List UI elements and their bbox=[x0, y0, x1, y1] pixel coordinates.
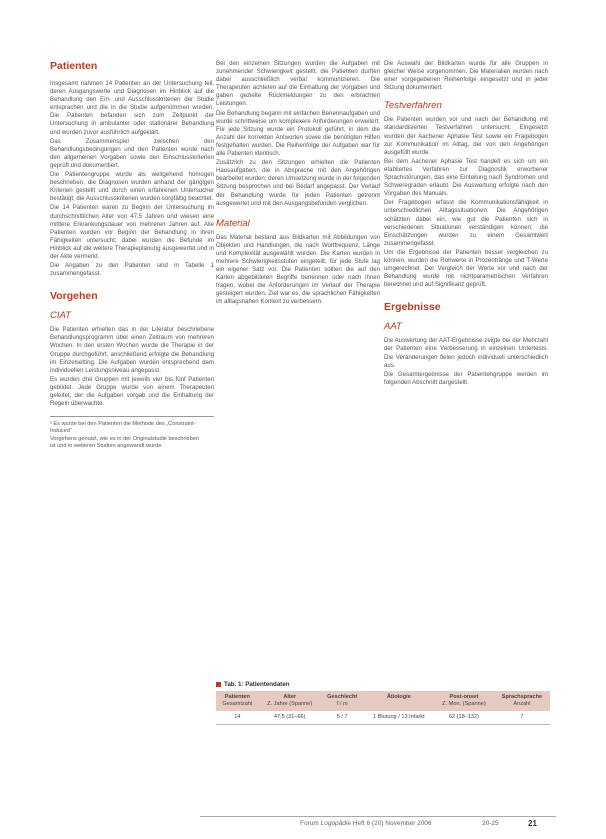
header-sublabel: f / m bbox=[336, 701, 348, 707]
paragraph: Bei dem Aachener Aphasie Test handelt es sich um ein etabliertes Verfahren zur Diagnostik erworbener Sprachstörungen, das eine Einteilung nach Syndromen und Schweregraden erlaubt. Die Auswertung erfolgte nach den Vorgaben des Manuals. bbox=[384, 157, 548, 198]
paragraph: Das Material bestand aus Bildkarten mit Abbildungen von Objekten und Handlungen, die nach Wortfrequenz, Länge und Komplexität ausgewählt wurden. Die Karten wurden in mehrere Schwierigkeitsstufen eingeteilt; für jede Stufe lag ein eigener Satz vor. Die Patienten sollten die auf den Karten abgebildeten Begriffe benennen oder nach ihnen fragen, wobei die Anforderungen im Verlauf der Therapie gesteigert wurden. Ziel war es, die sprachlichen Fähigkeiten im alltagsnahen Kontext zu verbessern. bbox=[216, 233, 380, 306]
header-label: Alter bbox=[283, 694, 297, 700]
header-sublabel: Z. Mon. (Spanne) bbox=[442, 701, 486, 707]
journal-name: Logopädie bbox=[320, 820, 351, 827]
paragraph: Die Angaben zu den Patienten sind in Tabelle 1 zusammengefasst. bbox=[50, 262, 214, 278]
table-header-row bbox=[216, 691, 550, 711]
column-middle bbox=[216, 60, 380, 308]
table-row bbox=[216, 711, 550, 725]
paragraph: Um die Ergebnisse der Patienten besser vergleichen zu können, wurden die Rohwerte in Prozentränge und T-Werte umgerechnet. Der Vergleich der Werte vor und nach der Behandlung wurde mit nichtparametrischen Verfahren berechnet und auf Signifikanz geprüft. bbox=[384, 248, 548, 289]
footnote-line: ist und in weiteren Studien angewandt wurde. bbox=[50, 442, 163, 449]
paragraph: Die Patienten erhielten das in der Literatur beschriebene Behandlungsprogramm über einen Zeitraum von mehreren Wochen. In den ersten Wochen wurde die Therapie in der Gruppe durchgeführt, anschließend erfolgte die Behandlung im Einzelsetting. Die Aufgaben wurden entsprechend dem individuellen Leistungsniveau angepasst. bbox=[50, 326, 214, 374]
journal-issue: Heft 6 (20) November 2006 bbox=[350, 820, 432, 827]
table-header-cell bbox=[216, 691, 259, 711]
column-right bbox=[384, 60, 548, 388]
footnote bbox=[50, 421, 214, 450]
subheading-material: Material bbox=[216, 217, 250, 229]
heading-ergebnisse: Ergebnisse bbox=[384, 301, 441, 314]
header-label: Sprachsprache bbox=[501, 694, 543, 700]
paragraph: Es wurden drei Gruppen mit jeweils vier bis fünf Patienten gebildet. Jede Gruppe wurde von einem Therapeuten geleitet, der die Aufgaben vorgab und die Einhaltung der Regeln überwachte. bbox=[50, 375, 214, 408]
table-header-cell bbox=[321, 691, 364, 711]
subheading-ciat: CIAT bbox=[50, 310, 71, 322]
table-header-cell bbox=[494, 691, 550, 711]
paragraph: Die Gesamtergebnisse der Patientengruppe werden im folgenden Abschnitt dargestellt. bbox=[384, 370, 548, 386]
header-label: Patienten bbox=[224, 694, 250, 700]
journal-info bbox=[300, 820, 432, 827]
paragraph: Bei den einzelnen Sitzungen wurden die Aufgaben mit zunehmender Schwierigkeit gestellt; die Patienten durften dabei ausschließlich verbal kommunizieren. Die Therapeuten achteten auf die Einhaltung der Vorgaben und gaben gezielte Rückmeldungen zu den erbrachten Leistungen. bbox=[216, 60, 380, 108]
table-header-cell bbox=[364, 691, 434, 711]
table-cell: 7 bbox=[494, 711, 550, 725]
paragraph: Das Zusammenspiel zwischen den Behandlungsbedingungen und den Patienten wurde nach den allgemeinen Vorgaben sowie den Einschlusskriterien geprüft und dokumentiert. bbox=[50, 137, 214, 169]
square-bullet-icon bbox=[216, 682, 221, 687]
footnote-line: Vorgehens genutzt, wie es in der Originalstudie beschrieben bbox=[50, 435, 199, 442]
paragraph: Die Patienten wurden vor und nach der Behandlung mit standardisierten Testverfahren untersucht. Eingesetzt wurden der Aachener Aphasie Test sowie ein Fragebogen zur Kommunikation im Alltag, der von den Angehörigen ausgefüllt wurde. bbox=[384, 116, 548, 156]
header-sublabel: Anzahl bbox=[513, 701, 531, 707]
page-range: 20-25 bbox=[482, 820, 499, 827]
table-caption bbox=[216, 681, 550, 688]
table-cell: 5 / 7 bbox=[321, 711, 364, 725]
column-left bbox=[50, 60, 214, 450]
table-cell: 62 (18–132) bbox=[434, 711, 494, 725]
footer-divider bbox=[200, 816, 556, 817]
table-header-cell bbox=[434, 691, 494, 711]
header-sublabel: Gesamtzahl bbox=[222, 701, 253, 707]
page-number: 21 bbox=[528, 819, 537, 828]
subheading-aat: AAT bbox=[384, 321, 402, 333]
paragraph: Die Auswahl der Bildkarten wurde für alle Gruppen in gleicher Weise vorgenommen. Die Materialien wurden nach einer vorgegebenen Reihenfolge eingesetzt und in jeder Sitzung dokumentiert. bbox=[384, 60, 548, 92]
footnote-divider bbox=[50, 416, 214, 417]
heading-vorgehen: Vorgehen bbox=[50, 290, 98, 303]
patient-table bbox=[216, 681, 550, 725]
table-header-cell bbox=[259, 691, 321, 711]
table-caption-text: Tab. 1: Patientendaten bbox=[224, 681, 290, 688]
paragraph: Die Patientengruppe wurde als weitgehend homogen beschrieben, die Diagnosen wurden anhand der gängigen Kriterien gestellt und durch einen erfahrenen Untersucher bestätigt; die Ausschlusskriterien wurden sorgfältig beachtet. bbox=[50, 171, 214, 203]
heading-patienten: Patienten bbox=[50, 60, 98, 72]
subheading-testverfahren: Testverfahren bbox=[384, 100, 442, 112]
paragraph: Insgesamt nahmen 14 Patienten an der Untersuchung teil, deren Ausgangswerte und Diagnosen im Hinblick auf die Behandlung den Ein- und Ausschlusskriterien der Studie entsprachen und die in die Studie aufgenommen wurden. Die Patienten befanden sich zum Zeitpunkt der Untersuchung in ambulanter oder stationärer Behandlung und wurden zuvor ausführlich aufgeklärt. bbox=[50, 80, 214, 136]
journal-prefix: Forum bbox=[300, 820, 321, 827]
data-table bbox=[216, 691, 550, 725]
page-footer bbox=[50, 820, 556, 832]
table-cell: 14 bbox=[216, 711, 259, 725]
header-label: Ätiologie bbox=[386, 694, 411, 700]
paragraph: Die Auswertung der AAT-Ergebnisse zeigte bei der Mehrzahl der Patienten eine Verbesserung in einzelnen Untertests. Die Veränderungen fielen jedoch individuell unterschiedlich aus. bbox=[384, 337, 548, 369]
header-label: Geschlecht bbox=[327, 694, 358, 700]
paragraph: Die 14 Patienten waren zu Beginn der Untersuchung im durchschnittlichen Alter von 47,5 Jahren und wiesen eine mittlere Erkrankungsdauer von mehreren Jahren auf. Alle Patienten wurden vor Beginn der Behandlung in ihren Fähigkeiten untersucht; dabei wurden die Befunde im Hinblick auf die weitere Therapieplanung ausgewertet und in der Akte vermerkt. bbox=[50, 204, 214, 260]
footnote-line: ¹ Es wurde bei den Patienten die Methode des „Constraint-Induced“ bbox=[50, 421, 196, 435]
table-cell: 47,5 (31–66) bbox=[259, 711, 321, 725]
paragraph: Der Fragebogen erfasst die Kommunikationsfähigkeit in unterschiedlichen Alltagssituationen. Die Angehörigen schätzten dabei ein, wie gut die Patienten sich in verschiedenen Situationen verständigen können; die Einschätzungen wurden zu einem Gesamtwert zusammengefasst. bbox=[384, 199, 548, 247]
paragraph: Zusätzlich zu den Sitzungen erhielten die Patienten Hausaufgaben, die in Absprache mit den Angehörigen bearbeitet wurden; deren Umsetzung wurde in der folgenden Sitzung besprochen und bei Bedarf angepasst. Der Verlauf der Behandlung wurde für jeden Patienten getrennt ausgewertet und mit den Ausgangsbefunden verglichen. bbox=[216, 159, 380, 207]
header-sublabel: Z. Jahre (Spanne) bbox=[267, 701, 313, 707]
paragraph: Die Behandlung begann mit einfachen Benennaufgaben und wurde schrittweise um komplexere Anforderungen erweitert. Für jede Sitzung wurde ein Protokoll geführt, in dem die Anzahl der korrekten Antworten sowie die benötigten Hilfen festgehalten wurden. Die Reihenfolge der Aufgaben war für alle Patienten identisch. bbox=[216, 109, 380, 158]
table-cell: 1 Blutung / 13 Infarkt bbox=[364, 711, 434, 725]
header-label: Post-onset bbox=[449, 694, 479, 700]
